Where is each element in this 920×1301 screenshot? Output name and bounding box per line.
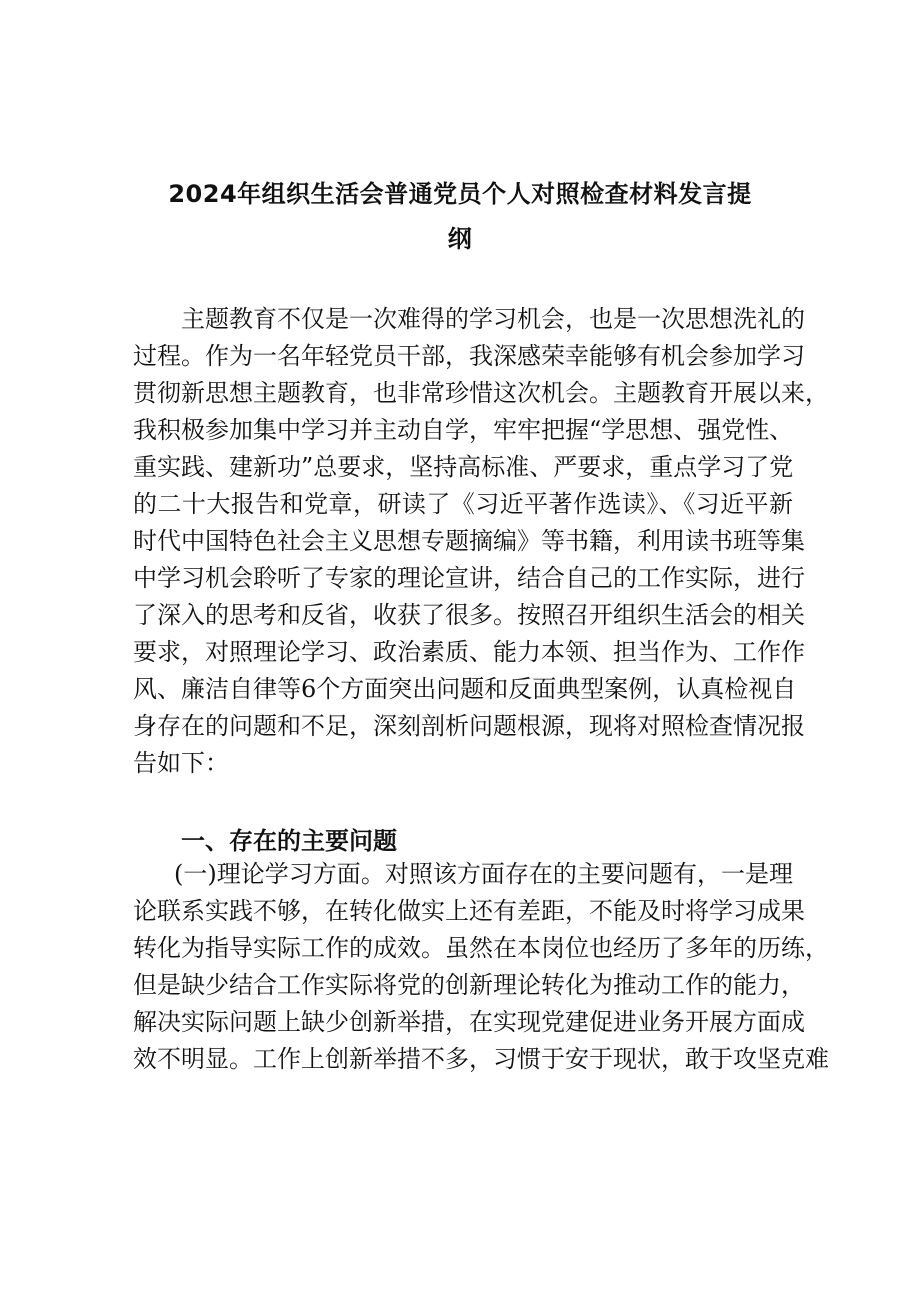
text-line: 转化为指导实际工作的成效。虽然在本岗位也经历了多年的历练， — [133, 934, 829, 962]
text-line: 效不明显。工作上创新举措不多，习惯于安于现状，敢于攻坚克难 — [133, 1045, 829, 1073]
text-line: 但是缺少结合工作实际将党的创新理论转化为推动工作的能力， — [133, 971, 805, 999]
text-line: 过程。作为一名年轻党员干部，我深感荣幸能够有机会参加学习 — [133, 342, 805, 370]
text-line: 要求，对照理论学习、政治素质、能力本领、担当作为、工作作 — [133, 638, 805, 666]
text-line: 告如下： — [133, 749, 229, 777]
section-heading: 一、存在的主要问题 — [181, 827, 397, 855]
text-line: 了深入的思考和反省，收获了很多。按照召开组织生活会的相关 — [133, 601, 805, 629]
document-title-line-2: 纲 — [447, 225, 473, 253]
document-title-line-1: 2024年组织生活会普通党员个人对照检查材料发言提 — [168, 180, 752, 208]
text-line: 论联系实践不够，在转化做实上还有差距，不能及时将学习成果 — [133, 897, 805, 925]
text-line: 身存在的问题和不足，深刻剖析问题根源，现将对照检查情况报 — [133, 712, 805, 740]
text-line: 的二十大报告和党章，研读了《习近平著作选读》、《习近平新 — [133, 490, 793, 518]
text-line: 解决实际问题上缺少创新举措，在实现党建促进业务开展方面成 — [133, 1008, 805, 1036]
text-line: (一)理论学习方面。对照该方面存在的主要问题有，一是理 — [174, 860, 793, 888]
text-line: 中学习机会聆听了专家的理论宣讲，结合自己的工作实际，进行 — [133, 564, 805, 592]
text-line: 贯彻新思想主题教育，也非常珍惜这次机会。主题教育开展以来， — [133, 379, 829, 407]
text-line: 我积极参加集中学习并主动自学，牢牢把握“学思想、强党性、 — [133, 416, 794, 444]
text-line: 重实践、建新功”总要求，坚持高标准、严要求，重点学习了党 — [133, 453, 794, 481]
text-line: 风、廉洁自律等6个方面突出问题和反面典型案例，认真检视自 — [133, 675, 797, 703]
text-line: 时代中国特色社会主义思想专题摘编》等书籍，利用读书班等集 — [133, 527, 805, 555]
text-line: 主题教育不仅是一次难得的学习机会，也是一次思想洗礼的 — [181, 305, 805, 333]
